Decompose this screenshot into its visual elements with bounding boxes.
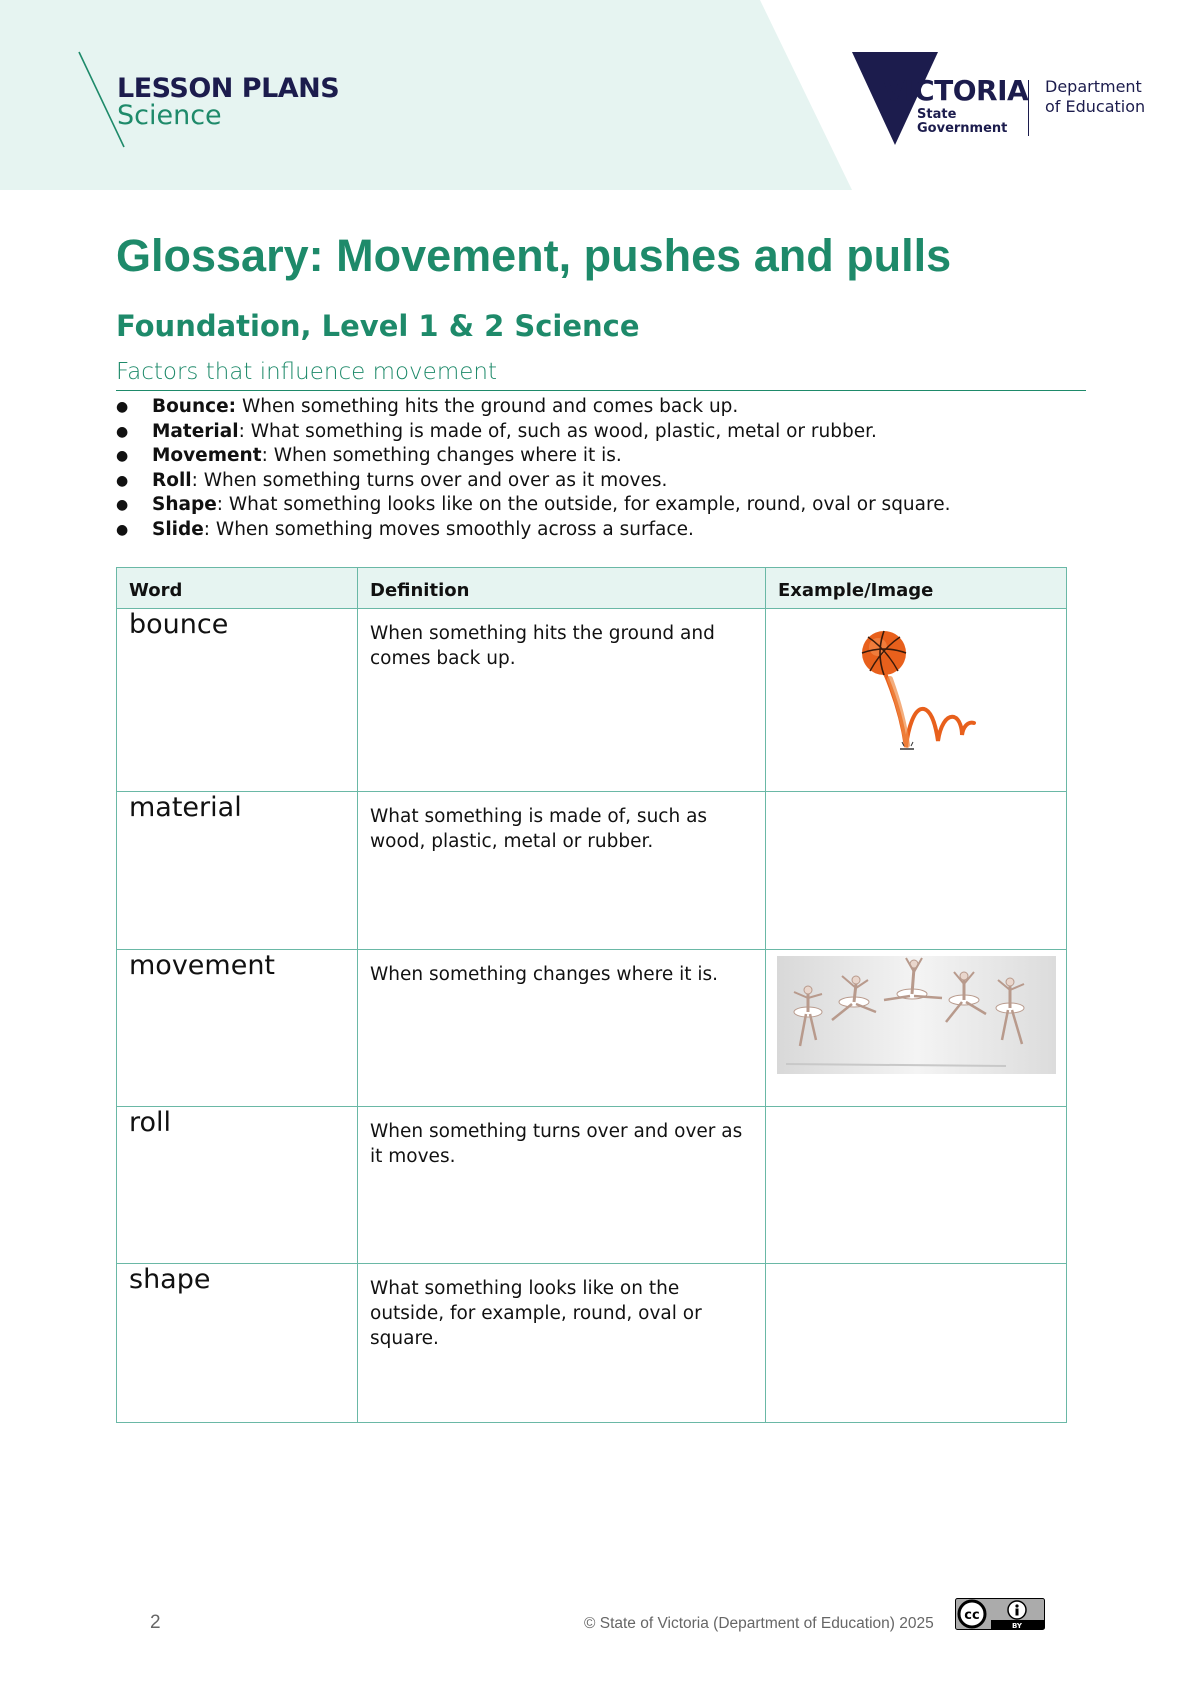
table-row: [117, 609, 1067, 792]
page-title: Glossary: Movement, pushes and pulls: [116, 230, 952, 281]
page-subtitle: Foundation, Level 1 & 2 Science: [116, 309, 640, 343]
definition-cell: When something turns over and over as it moves.: [358, 1107, 766, 1264]
state-government-label: [917, 108, 1007, 136]
bullet-icon: ●: [116, 448, 129, 465]
series-subject: Science: [117, 100, 222, 131]
word-cell: roll: [117, 1107, 358, 1264]
definition-cell: What something is made of, such as wood, plastic, metal or rubber.: [358, 792, 766, 950]
word-cell: shape: [117, 1264, 358, 1423]
lesson-plans-logo: [75, 50, 375, 150]
list-item-text: : When something turns over and over as it moves.: [191, 469, 668, 491]
list-item: [116, 395, 1116, 420]
factor-list: [116, 395, 1116, 543]
column-header-definition: Definition: [358, 568, 766, 609]
government-label: Government: [917, 121, 1008, 136]
department-label: [1045, 77, 1145, 117]
bullet-icon: ●: [116, 423, 129, 440]
department-line-2: of Education: [1045, 97, 1146, 116]
example-cell: [766, 609, 1067, 792]
example-cell: [766, 1107, 1067, 1264]
section-heading-text: Factors that influence movement: [116, 359, 497, 385]
list-item: [116, 444, 1116, 469]
table-row: [117, 1107, 1067, 1264]
definition-cell: What something looks like on the outside, for example, round, oval or square.: [358, 1264, 766, 1423]
list-item-term: Material: [152, 420, 239, 442]
list-item-text: : What something looks like on the outside, for example, round, oval or square.: [216, 494, 951, 516]
section-heading: [116, 360, 1086, 391]
list-item-text: : When something moves smoothly across a surface.: [203, 518, 694, 540]
table-row: [117, 950, 1067, 1107]
victoria-wordmark: VICTORIA: [883, 74, 1029, 107]
word-cell: movement: [117, 950, 358, 1107]
bullet-icon: ●: [116, 472, 129, 489]
list-item-text: : When something changes where it is.: [261, 445, 622, 467]
by-label: BY: [1011, 1622, 1023, 1630]
state-label: State: [917, 107, 957, 122]
list-item: [116, 420, 1116, 445]
cc-mark: cc: [964, 1608, 980, 1623]
list-item: [116, 518, 1116, 543]
list-item-text: When something hits the ground and comes back up.: [236, 396, 739, 417]
page-number: 2: [150, 1612, 161, 1633]
definition-cell: When something hits the ground and comes back up.: [358, 609, 766, 792]
logo-divider: [1028, 80, 1029, 136]
glossary-table: [116, 567, 1067, 1423]
word-cell: material: [117, 792, 358, 950]
table-row: [117, 792, 1067, 950]
word-cell: bounce: [117, 609, 358, 792]
victoria-government-logo: [845, 50, 1165, 150]
example-cell: [766, 950, 1067, 1107]
list-item-term: Bounce:: [152, 396, 237, 417]
leaping-dancers-photo: [766, 950, 1067, 1094]
table-header-row: [117, 568, 1067, 609]
creative-commons-by-icon[interactable]: [955, 1598, 1045, 1630]
list-item-term: Slide: [152, 518, 204, 540]
example-cell: [766, 1264, 1067, 1423]
list-item-term: Movement: [152, 445, 262, 467]
list-item: [116, 493, 1116, 518]
bullet-icon: ●: [116, 497, 129, 514]
department-line-1: Department: [1045, 77, 1142, 96]
column-header-word: Word: [117, 568, 358, 609]
example-cell: [766, 792, 1067, 950]
copyright-notice: © State of Victoria (Department of Education) 2025: [584, 1615, 934, 1632]
list-item-term: Roll: [152, 469, 192, 491]
list-item: [116, 469, 1116, 494]
table-row: [117, 1264, 1067, 1423]
definition-cell: When something changes where it is.: [358, 950, 766, 1107]
list-item-term: Shape: [152, 494, 217, 516]
header-band: [0, 0, 1191, 190]
bouncing-basketball-icon: [766, 609, 1067, 779]
bullet-icon: ●: [116, 399, 129, 415]
list-item-text: : What something is made of, such as wood, plastic, metal or rubber.: [238, 420, 877, 442]
bullet-icon: ●: [116, 521, 129, 538]
column-header-example: Example/Image: [766, 568, 1067, 609]
series-title: LESSON PLANS: [117, 73, 340, 104]
